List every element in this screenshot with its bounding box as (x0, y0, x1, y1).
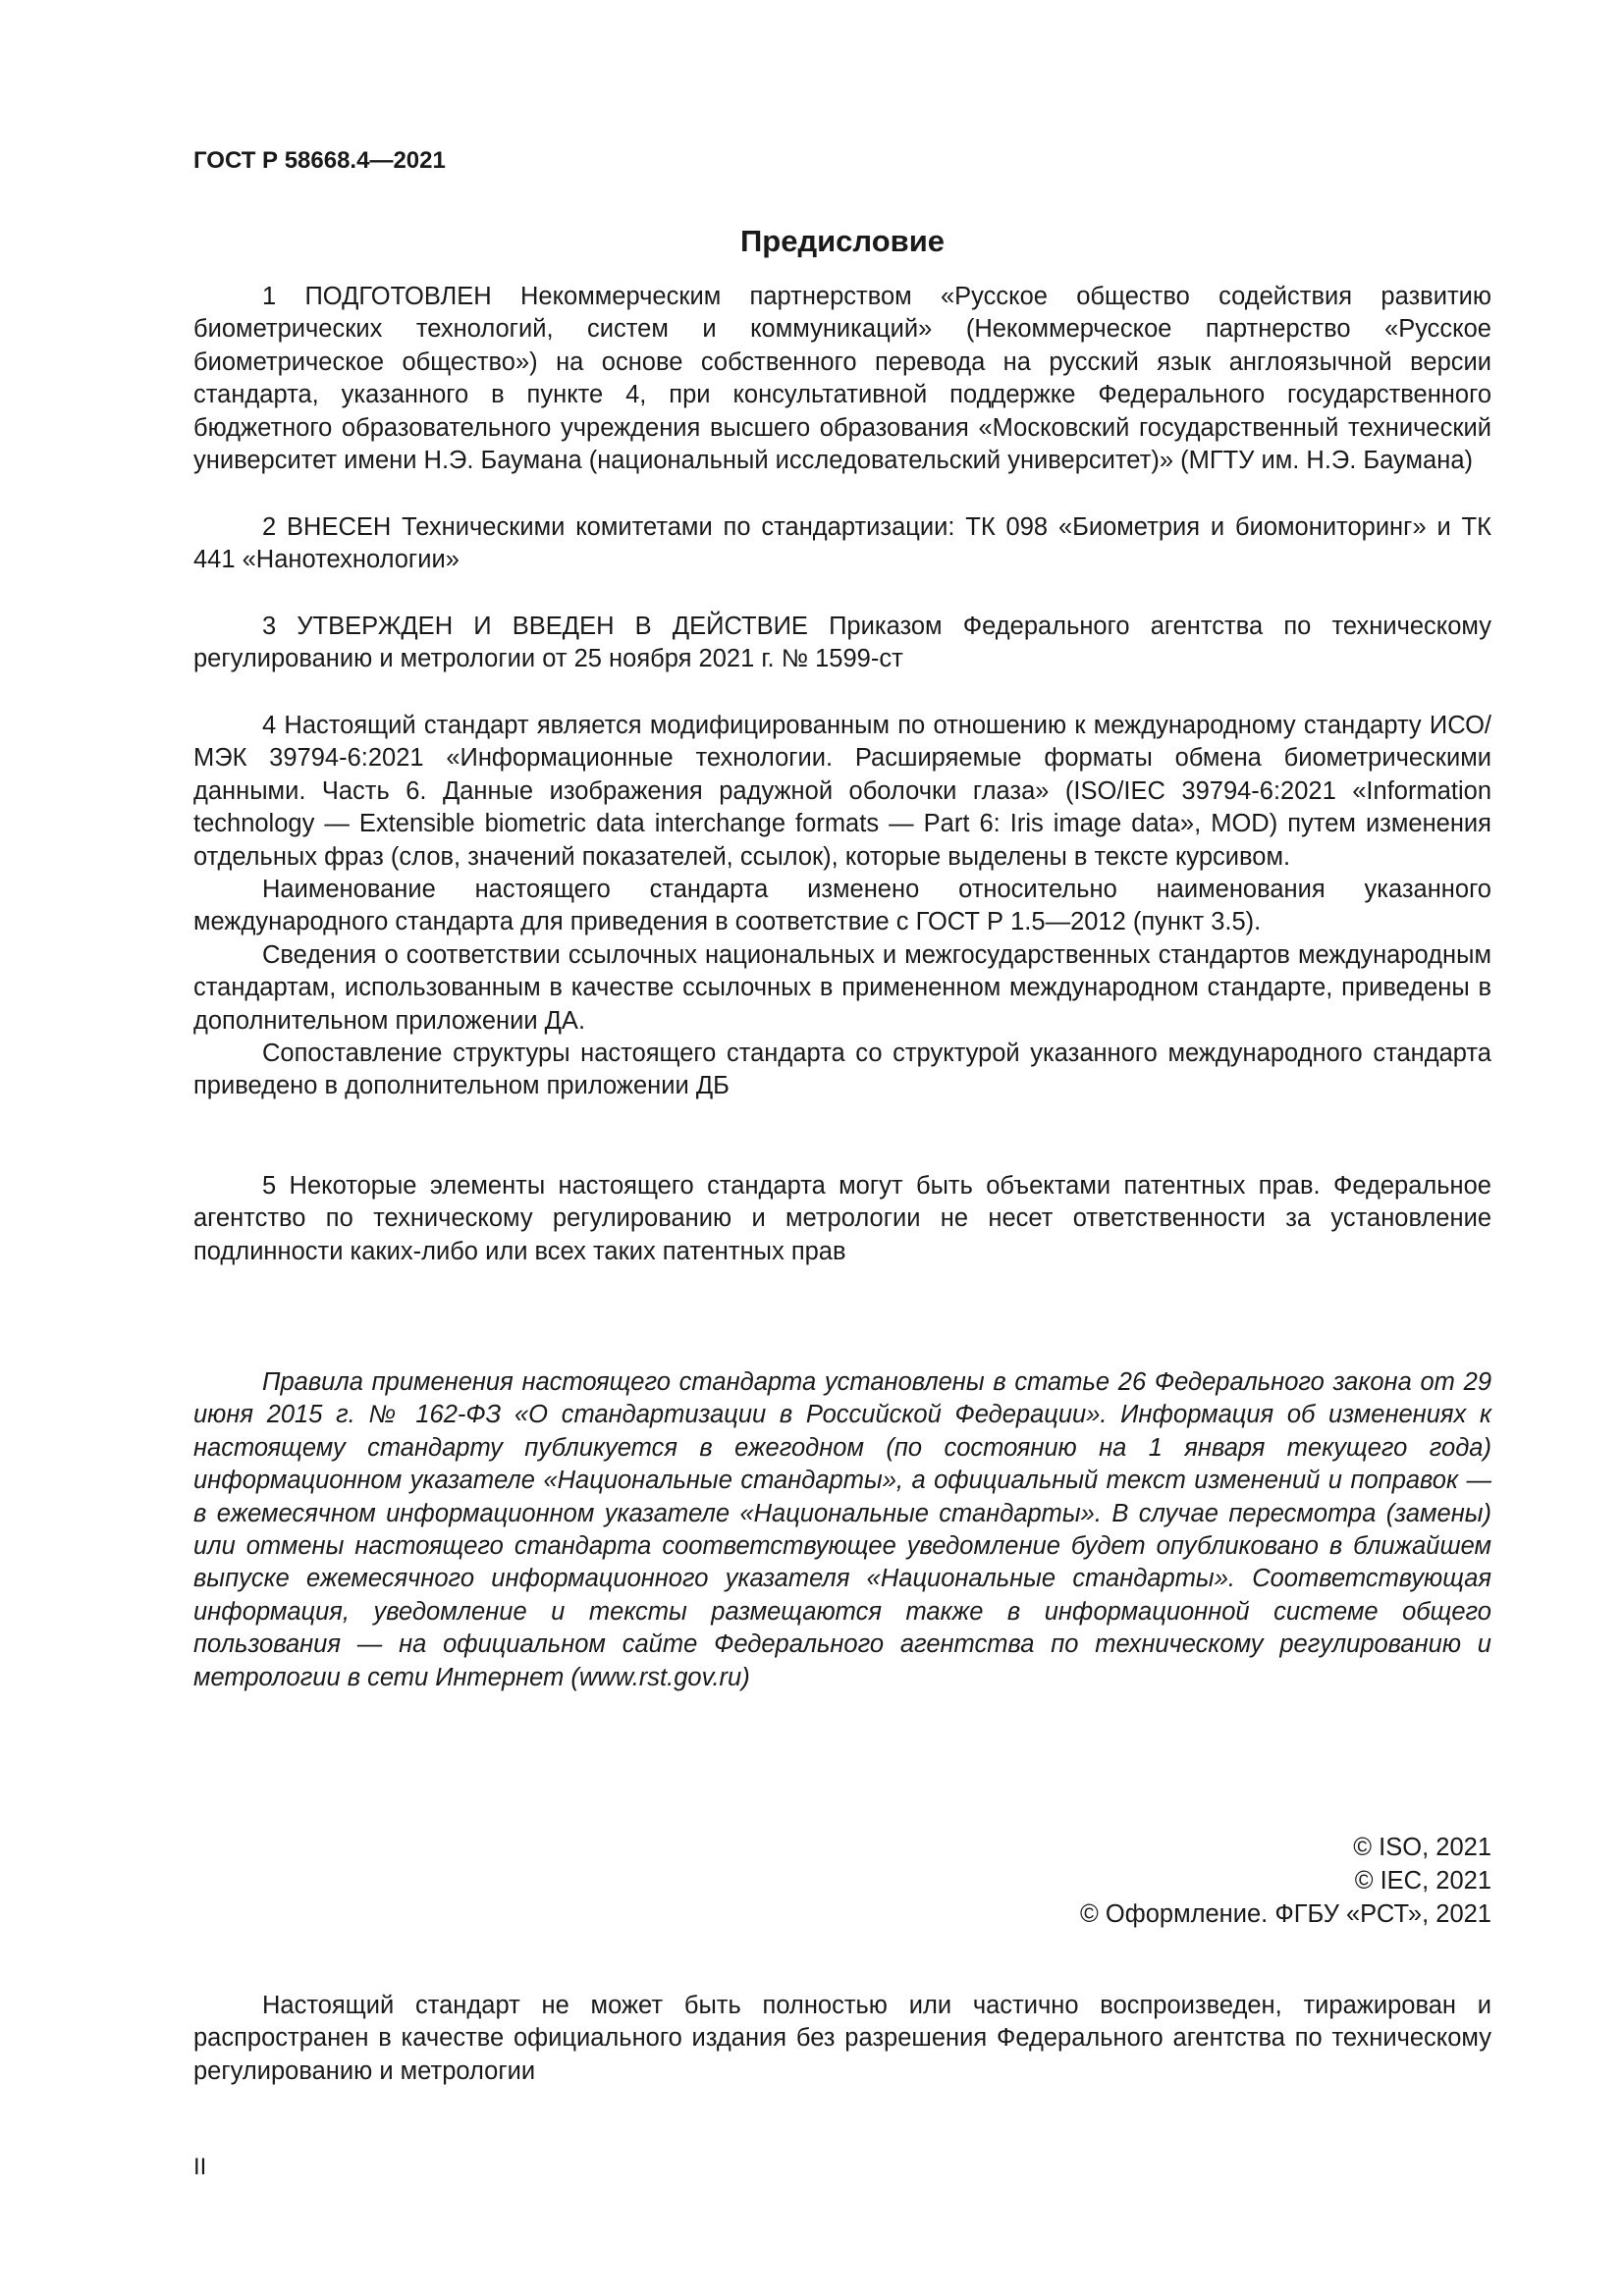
rules-notice (193, 1366, 1491, 1694)
section-5 (193, 1170, 1491, 1268)
rules-notice-text: Правила применения настоящего стандарта установлены в статье 26 Федерального закона от 29 июня 2015 г. № 162-ФЗ «О стандартизации в Российской Федерации». Информация об изменениях к настоящему стандарту публикуется в ежегодном (по состоянию на 1 января текущего года) информационном указателе «Национальные стандарты», а официальный текст изменений и поправок — в ежемесячном информационном указателе «Национальные стандарты». В случае пересмотра (замены) или отмены настоящего стандарта соответствующее уведомление будет опубликовано в ближайшем выпуске ежемесячного информационного указателя «Национальные стандарты». Соответствующая информация, уведомление и тексты размещаются также в информационной системе общего пользования — на официальном сайте Федерального агентства по техническому регулированию и метрологии в сети Интернет (www.rst.gov.ru) (193, 1368, 1491, 1691)
section-2 (193, 511, 1491, 577)
reproduction-notice (193, 1990, 1491, 2088)
copyright-iso: © ISO, 2021 (1353, 1834, 1491, 1861)
copyright-block (1080, 1831, 1491, 1931)
page-title: Предисловие (739, 224, 945, 258)
section-2-text: 2 ВНЕСЕН Техническими комитетами по стандартизации: ТК 098 «Биометрия и биомониторинг» и ТК 441 «Нанотехнологии» (193, 513, 1491, 574)
copyright-rst: © Оформление. ФГБУ «РСТ», 2021 (1080, 1900, 1491, 1928)
reproduction-notice-text: Настоящий стандарт не может быть полностью или частично воспроизведен, тиражирован и распространен в качестве официального издания без разрешения Федерального агентства по техническому регулированию и метрологии (193, 1992, 1491, 2085)
page-number: II (193, 2154, 207, 2180)
section-4-paragraph: Сведения о соответствии ссылочных национальных и межгосударственных стандартов международным стандартам, использованным в качестве ссылочных в примененном международном стандарте, приведены в дополнительном приложении ДА. (193, 940, 1491, 1035)
section-4-paragraph: Наименование настоящего стандарта изменено относительно наименования указанного международного стандарта для приведения в соответствие с ГОСТ Р 1.5—2012 (пункт 3.5). (193, 876, 1491, 936)
section-1 (193, 281, 1491, 477)
section-3 (193, 611, 1491, 676)
section-4-paragraph: 4 Настоящий стандарт является модифицированным по отношению к международному стандарту ИСО/МЭК 39794-6:2021 «Информационные технологии. Расширяемые форматы обмена биометрическими данными. Часть 6. Данные изображения радужной оболочки глаза» (ISO/IEC 39794-6:2021 «Information technology — Extensible biometric data interchange formats — Part 6: Iris image data», MOD) путем изменения отдельных фраз (слов, значений показателей, ссылок), которые выделены в тексте курсивом. (193, 712, 1491, 871)
section-3-text: 3 УТВЕРЖДЕН И ВВЕДЕН В ДЕЙСТВИЕ Приказом Федерального агентства по техническому регулированию и метрологии от 25 ноября 2021 г. № 1599-ст (193, 613, 1491, 673)
section-4-paragraph: Сопоставление структуры настоящего стандарта со структурой указанного международного стандарта приведено в дополнительном приложении ДБ (193, 1040, 1491, 1100)
copyright-iec: © IEC, 2021 (1354, 1867, 1491, 1895)
section-1-text: 1 ПОДГОТОВЛЕН Некоммерческим партнерством «Русское общество содействия развитию биометрических технологий, систем и коммуникаций» (Некоммерческое партнерство «Русское биометрическое общество») на основе собственного перевода на русский язык англоязычной версии стандарта, указанного в пункте 4, при консультативной поддержке Федерального государственного бюджетного образовательного учреждения высшего образования «Московский государственный технический университет имени Н.Э. Баумана (национальный исследовательский университет)» (МГТУ им. Н.Э. Баумана) (193, 283, 1491, 475)
section-4 (193, 710, 1491, 1103)
document-code: ГОСТ Р 58668.4—2021 (193, 147, 446, 174)
section-5-text: 5 Некоторые элементы настоящего стандарта могут быть объектами патентных прав. Федеральное агентство по техническому регулированию и метрологии не несет ответственности за установление подлинности каких-либо или всех таких патентных прав (193, 1172, 1491, 1265)
